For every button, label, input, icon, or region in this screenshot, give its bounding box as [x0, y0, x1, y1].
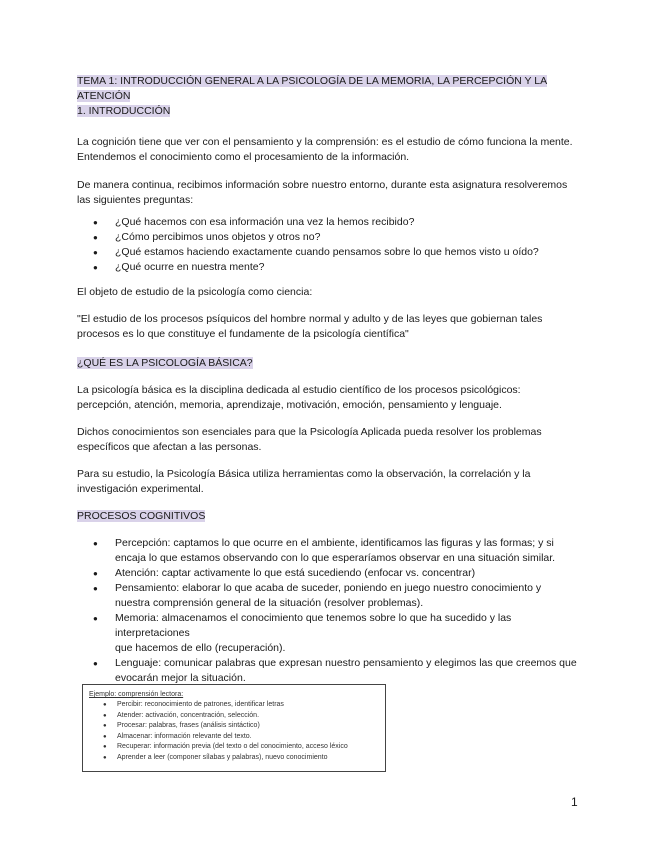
list-item: ● ¿Cómo percibimos unos objetos y otros no?	[77, 230, 577, 245]
list-item: ● Lenguaje: comunicar palabras que expresan nuestro pensamiento y elegimos las que creemos que evocarán mejor la situación.	[77, 656, 577, 686]
list-item: ● ¿Qué estamos haciendo exactamente cuando pensamos sobre lo que hemos visto u oído?	[77, 245, 577, 260]
intro-paragraph-1: La cognición tiene que ver con el pensamiento y la comprensión: es el estudio de cómo funciona la mente. Entendemos el conocimiento como el procesamiento de la información.	[77, 136, 573, 163]
list-item: ● Aprender a leer (componer sílabas y palabras), nuevo conocimiento	[89, 753, 379, 764]
memory-item-text: Memoria: almacenamos el conocimiento que tenemos sobre lo que ha sucedido y las interpretaciones	[115, 612, 512, 639]
intro-paragraph-3: El objeto de estudio de la psicología como ciencia:	[77, 286, 313, 298]
processes-list	[77, 536, 577, 686]
list-item: ● Procesar: palabras, frases (análisis sintáctico)	[89, 721, 379, 732]
section-title-introduccion: 1. INTRODUCCIÓN	[77, 105, 171, 117]
section-title-procesos-cognitivos: PROCESOS COGNITIVOS	[77, 510, 206, 522]
list-item: ● ¿Qué hacemos con esa información una vez la hemos recibido?	[77, 215, 577, 230]
list-item: ● Pensamiento: elaborar lo que acaba de suceder, poniendo en juego nuestro conocimiento y nuestra comprensión general de la situación (resolver problemas).	[77, 581, 577, 611]
list-item: ● Percibir: reconocimiento de patrones, identificar letras	[89, 700, 379, 711]
list-item	[77, 611, 577, 656]
list-item: ● Almacenar: información relevante del texto.	[89, 732, 379, 743]
example-box	[82, 684, 386, 772]
basic-paragraph-2: Dichos conocimientos son esenciales para que la Psicología Aplicada pueda resolver los problemas específicos que afectan a las personas.	[77, 426, 542, 453]
list-item: ● Percepción: captamos lo que ocurre en el ambiente, identificamos las figuras y las formas; y si encaja lo que estamos observando con lo que esperaríamos observar en una situación similar.	[77, 536, 577, 566]
list-item: ● Atender: activación, concentración, selección.	[89, 711, 379, 722]
intro-paragraph-2: De manera continua, recibimos información sobre nuestro entorno, durante esta asignatura resolveremos las siguientes preguntas:	[77, 179, 568, 206]
basic-paragraph-3: Para su estudio, la Psicología Básica utiliza herramientas como la observación, la correlación y la investigación experimental.	[77, 468, 531, 495]
chapter-title: TEMA 1: INTRODUCCIÓN GENERAL A LA PSICOLOGÍA DE LA MEMORIA, LA PERCEPCIÓN Y LA ATENCIÓN	[77, 75, 548, 102]
basic-paragraph-1: La psicología básica es la disciplina dedicada al estudio científico de los procesos psicológicos: percepción, atención, memoria, aprendizaje, motivación, emoción, pensamiento y lenguaje.	[77, 384, 521, 411]
memory-item-continuation: que hacemos de ello (recuperación).	[115, 642, 286, 654]
example-title: Ejemplo: comprensión lectora:	[89, 691, 184, 698]
questions-list	[77, 215, 577, 275]
list-item: ● Atención: captar activamente lo que está sucediendo (enfocar vs. concentrar)	[77, 566, 577, 581]
page-number: 1	[571, 795, 578, 809]
document-page	[77, 74, 577, 686]
list-item: ● ¿Qué ocurre en nuestra mente?	[77, 260, 577, 275]
definition-quote: "El estudio de los procesos psíquicos del hombre normal y adulto y de las leyes que gobiernan tales procesos es lo que constituye el fundamente de la psicología científica"	[77, 313, 543, 340]
example-list	[89, 700, 379, 763]
section-title-psicologia-basica: ¿QUÉ ES LA PSICOLOGÍA BÁSICA?	[77, 357, 253, 369]
list-item: ● Recuperar: información previa (del texto o del conocimiento, acceso léxico	[89, 742, 379, 753]
